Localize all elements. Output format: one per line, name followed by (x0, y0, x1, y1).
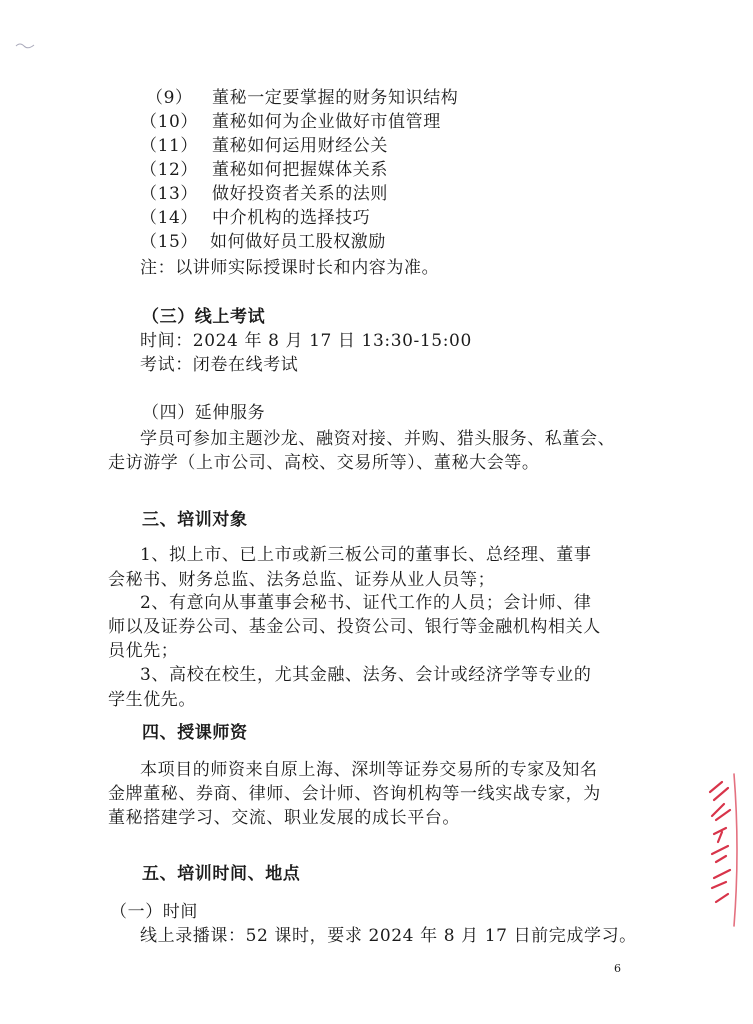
exam-time: 时间：2024 年 8 月 17 日 13:30-15:00 (140, 331, 472, 351)
list-item: （13） 做好投资者关系的法则 (140, 184, 388, 204)
list-item: （15） 如何做好员工股权激励 (140, 232, 386, 252)
section-heading: 四、授课师资 (142, 723, 248, 743)
paragraph-line: 走访游学（上市公司、高校、交易所等）、董秘大会等。 (108, 453, 540, 473)
paragraph-line: 金牌董秘、券商、律师、会计师、咨询机构等一线实战专家，为 (108, 784, 601, 804)
paragraph-line: 董秘搭建学习、交流、职业发展的成长平台。 (108, 808, 460, 828)
section-heading: 三、培训对象 (142, 510, 248, 530)
page-number: 6 (614, 962, 621, 975)
paragraph-line: 学生优先。 (108, 690, 196, 710)
section-heading: 五、培训时间、地点 (142, 864, 301, 884)
list-item: （9） 董秘一定要掌握的财务知识结构 (146, 88, 459, 108)
seal-stamp-icon (700, 770, 740, 930)
paragraph-line: 学员可参加主题沙龙、融资对接、并购、猎头服务、私董会、 (140, 429, 616, 449)
paragraph-line: 线上录播课：52 课时，要求 2024 年 8 月 17 日前完成学习。 (140, 926, 637, 946)
section-heading: （四）延伸服务 (142, 403, 266, 423)
paragraph-line: 员优先； (108, 641, 179, 661)
exam-format: 考试：闭卷在线考试 (140, 355, 299, 375)
section-heading: （三）线上考试 (142, 307, 266, 327)
paragraph-line: 本项目的师资来自原上海、深圳等证券交易所的专家及知名 (140, 760, 598, 780)
paragraph-line: 师以及证券公司、基金公司、投资公司、银行等金融机构相关人 (108, 617, 601, 637)
list-item: （14） 中介机构的选择技巧 (140, 208, 371, 228)
sub-heading: （一）时间 (110, 902, 198, 922)
list-item: （10） 董秘如何为企业做好市值管理 (140, 112, 441, 132)
paragraph-line: 2、有意向从事董事会秘书、证代工作的人员；会计师、律 (140, 593, 592, 613)
paragraph-line: 3、高校在校生，尤其金融、法务、会计或经济学等专业的 (140, 665, 592, 685)
paragraph-line: 1、拟上市、已上市或新三板公司的董事长、总经理、董事 (140, 545, 592, 565)
list-item: （11） 董秘如何运用财经公关 (140, 136, 388, 156)
paragraph-line: 会秘书、财务总监、法务总监、证券从业人员等； (108, 570, 496, 590)
list-item: （12） 董秘如何把握媒体关系 (140, 160, 388, 180)
scan-mark (14, 40, 36, 50)
note-text: 注：以讲师实际授课时长和内容为准。 (140, 258, 440, 278)
